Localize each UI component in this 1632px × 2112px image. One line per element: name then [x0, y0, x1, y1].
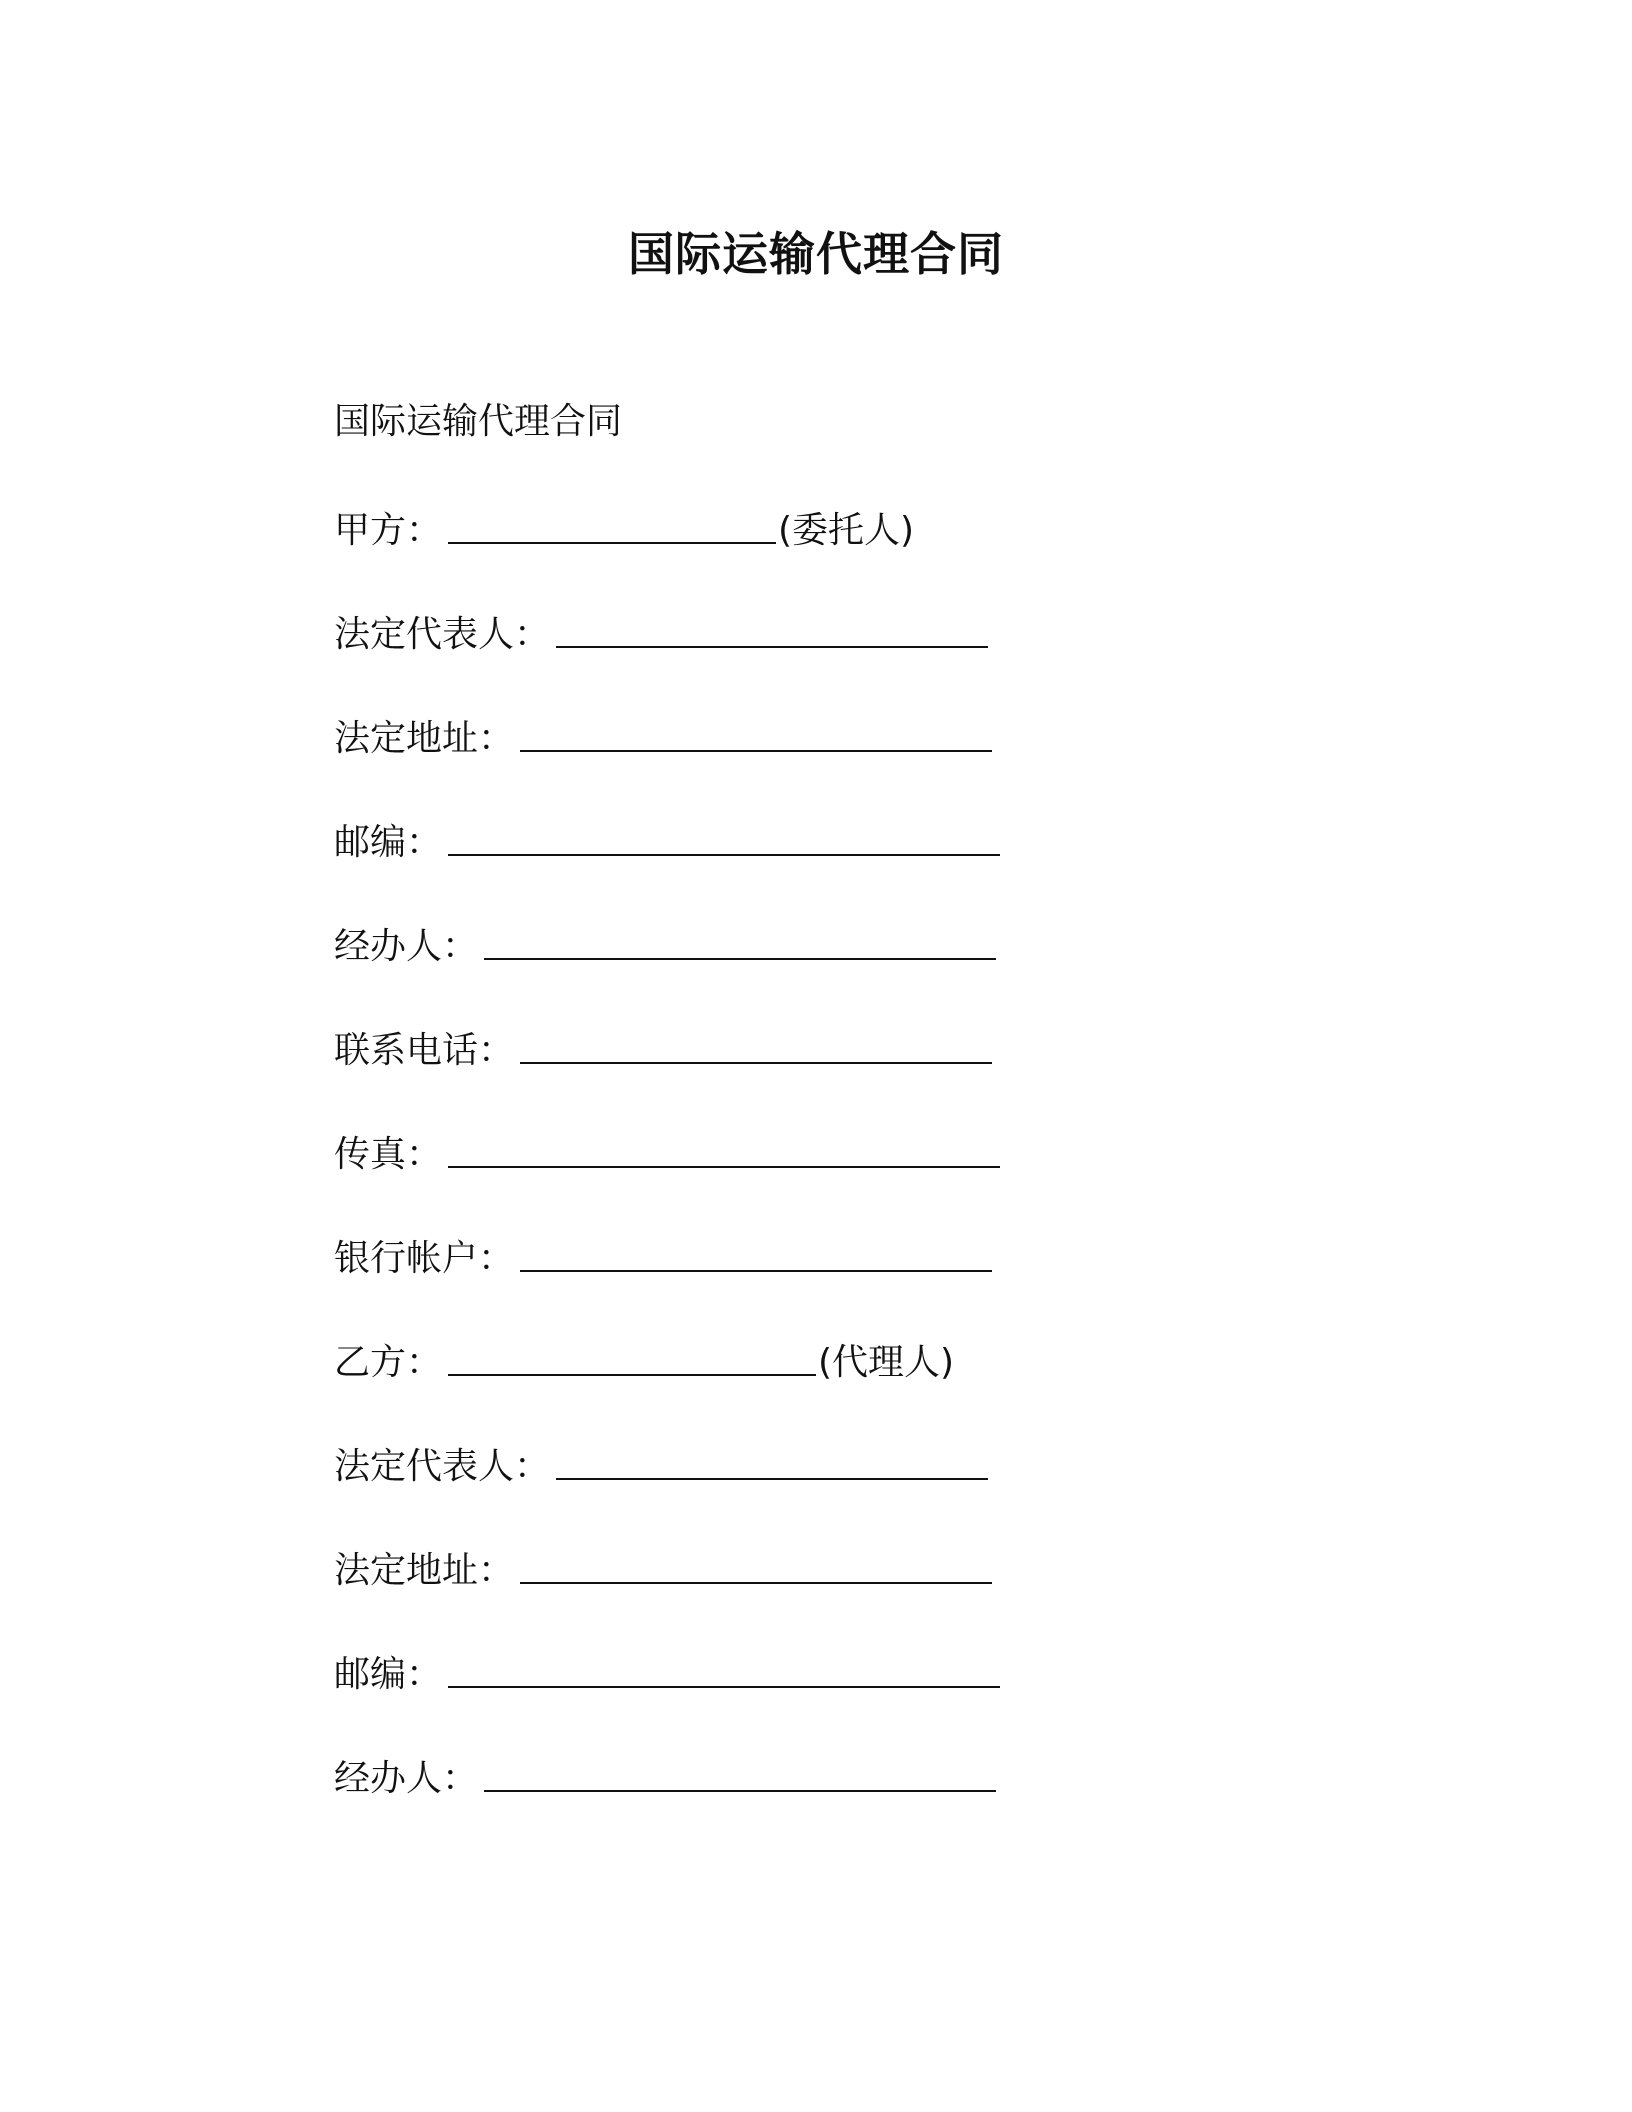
party-b-legal-rep-line: [334, 1436, 1334, 1540]
legal-rep-blank[interactable]: [556, 1438, 988, 1480]
field-label: 经办人：: [334, 1758, 479, 1799]
field-label: 邮编：: [334, 1654, 443, 1695]
postcode-blank[interactable]: [448, 814, 1000, 856]
field-label: 经办人：: [334, 926, 479, 967]
party-a-phone-line: [334, 1020, 1334, 1124]
party-a-role: (委托人): [778, 510, 915, 551]
party-b-blank[interactable]: [448, 1334, 816, 1376]
address-blank[interactable]: [520, 710, 992, 752]
party-b-address-line: [334, 1540, 1334, 1644]
party-b-label: 乙方：: [334, 1342, 443, 1383]
party-b-handler-line: [334, 1748, 1334, 1852]
field-label: 传真：: [334, 1134, 443, 1175]
field-label: 邮编：: [334, 822, 443, 863]
party-b-line: [334, 1332, 1334, 1436]
document-body: [334, 396, 1334, 1852]
field-label: 联系电话：: [334, 1030, 515, 1071]
field-label: 法定代表人：: [334, 1446, 551, 1487]
party-a-blank[interactable]: [448, 502, 776, 544]
handler-blank[interactable]: [484, 1750, 996, 1792]
handler-blank[interactable]: [484, 918, 996, 960]
party-a-line: [334, 500, 1334, 604]
party-b-role: (代理人): [818, 1342, 955, 1383]
field-label: 法定地址：: [334, 1550, 515, 1591]
party-a-label: 甲方：: [334, 510, 443, 551]
fax-blank[interactable]: [448, 1126, 1000, 1168]
document-subtitle: [334, 396, 1334, 500]
bank-account-blank[interactable]: [520, 1230, 992, 1272]
subtitle-text: 国际运输代理合同: [334, 401, 623, 442]
party-a-fax-line: [334, 1124, 1334, 1228]
legal-rep-blank[interactable]: [556, 606, 988, 648]
party-a-legal-rep-line: [334, 604, 1334, 708]
party-a-postcode-line: [334, 812, 1334, 916]
phone-blank[interactable]: [520, 1022, 992, 1064]
party-b-postcode-line: [334, 1644, 1334, 1748]
party-a-address-line: [334, 708, 1334, 812]
field-label: 法定代表人：: [334, 614, 551, 655]
party-a-handler-line: [334, 916, 1334, 1020]
document-title: 国际运输代理合同: [628, 227, 1004, 281]
party-a-bank-line: [334, 1228, 1334, 1332]
postcode-blank[interactable]: [448, 1646, 1000, 1688]
field-label: 银行帐户：: [334, 1238, 515, 1279]
address-blank[interactable]: [520, 1542, 992, 1584]
field-label: 法定地址：: [334, 718, 515, 759]
